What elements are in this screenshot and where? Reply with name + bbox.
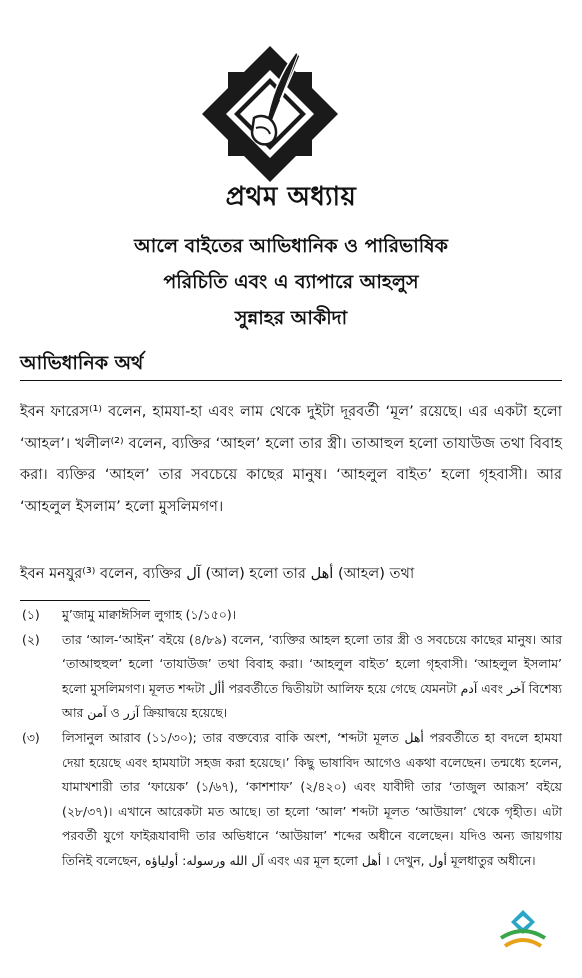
chapter-subtitle-line: পরিচিতি এবং এ ব্যাপারে আহলুস xyxy=(163,271,419,293)
footnote-number: (৩) xyxy=(22,729,40,745)
footnote xyxy=(20,726,562,874)
body-paragraph: ইবন মনযুর⁽³⁾ বলেন, ব্যক্তির آل (আল) হলো তার أهل (আহল) তথা xyxy=(20,565,415,582)
chapter-title: প্রথম অধ্যায় xyxy=(225,182,357,212)
chapter-subtitle xyxy=(40,228,542,336)
section-divider xyxy=(20,380,562,381)
footnote xyxy=(20,628,562,726)
footnote-text: লিসানুল আরাব (১১/৩০); তার বক্তব্যের বাকি অংশ, ‘শব্দটা মূলত أهل পরবর্তীতে হা বদলে হামযা দেয়া হয়েছে এবং হামযাটা সহজ করা হয়েছে।’ কিছু ভাষাবিদ আগেও একথা বলেছেন। তন্মধ্যে হলেন, যামাখশারী তার ‘ফায়েক’ (১/৬৭), ‘কাশশাফ’ (২/৪২০) এবং যাবীদী তার ‘তাজুল আরূস’ বইয়ে (২৮/৩৭)। এখানে আরেকটা মত আছে। তা হলো ‘আল’ শব্দটা মূলত ‘আউয়াল’ থেকে গৃহীত। এটা পরবর্তী যুগে ফাইরূযাবাদী তার অভিধানে ‘আউয়াল’ শব্দের অধীনে বলেছেন। যদিও অন্য জায়গায় তিনিই বলেছেন, آل الله ورسوله: أولياؤه এবং এর মূল হলো أهل । দেখুন, أول মূলধাতুর অধীনে। xyxy=(62,729,562,868)
footnote-divider xyxy=(20,600,150,601)
footnotes xyxy=(20,603,562,874)
footnote-text: তার ‘আল-‘আইন’ বইয়ে (৪/৮৯) বলেন, ‘ব্যক্তির আহল হলো তার স্ত্রী ও সবচেয়ে কাছের মানুষ। আর ‘তাআহুহুল’ হলো ‘তাযাউজ’ তথা বিবাহ করা। ‘আহলুল বাইত’ হলো গৃহবাসী। ‘আহলুল ইসলাম’ হলো মুসলিমগণ। মূলত শব্দটা أأل পরবর্তীতে দ্বিতীয়টা আলিফ হয়ে গেছে যেমনটা آدم এবং آخر বিশেষ্য আর آمن ও آزر ক্রিয়াদ্বয়ে হয়েছে। xyxy=(62,631,562,721)
chapter-subtitle-line: আলে বাইতের আভিধানিক ও পারিভাষিক xyxy=(134,235,448,257)
publisher-logo-icon xyxy=(497,908,549,952)
quill-emblem-icon xyxy=(200,44,340,184)
chapter-subtitle-line: সুন্নাহর আকীদা xyxy=(234,307,348,329)
footnote-number: (২) xyxy=(22,631,40,647)
footnote-text: মু’জামু মাক্বাঈসিল লুগাহ (১/১৫০)। xyxy=(62,607,237,622)
body-paragraph: ইবন ফারেস⁽¹⁾ বলেন, হামযা-হা এবং লাম থেকে দুইটা দূরবর্তী ‘মূল’ রয়েছে। এর একটা হলো ‘আহল’। খলীল⁽²⁾ বলেন, ব্যক্তির ‘আহল’ হলো তার স্ত্রী। তাআহুল হলো তাযাউজ তথা বিবাহ করা। ব্যক্তির ‘আহল’ তার সবচেয়ে কাছের মানুষ। ‘আহলুল বাইত’ হলো গৃহবাসী। আর ‘আহলুল ইসলাম’ হলো মুসলিমগণ। xyxy=(20,403,562,515)
footnote-number: (১) xyxy=(22,607,40,622)
section-heading: আভিধানিক অর্থ xyxy=(20,352,144,374)
footnote xyxy=(20,603,562,628)
